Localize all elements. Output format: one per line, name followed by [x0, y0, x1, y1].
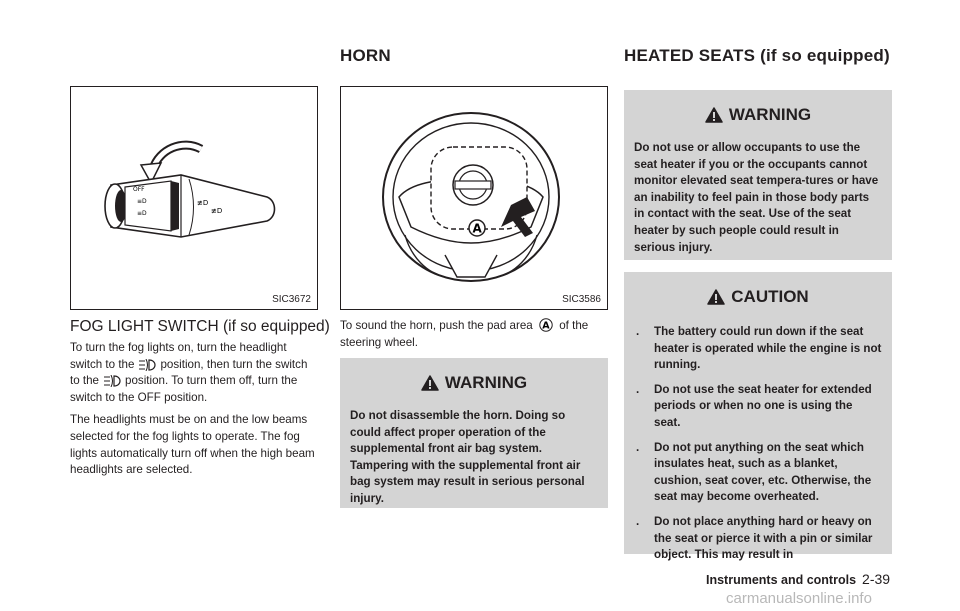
svg-text:≡D: ≡D [137, 210, 147, 217]
caution-item-text: Do not put anything on the seat which insulates heat, such as a blanket, cushion, seat cover, etc. Otherwise, the seat may become overheated. [654, 440, 872, 504]
front-fog-light-icon [137, 359, 157, 371]
heated-seat-warning-box [624, 90, 892, 260]
page-footer [706, 571, 890, 587]
horn-warning-box [340, 358, 608, 508]
horn-figure [340, 86, 608, 310]
horn-section-header: HORN [340, 46, 391, 65]
steering-wheel-illustration [341, 87, 607, 309]
caution-triangle-icon [707, 289, 725, 305]
caution-item-text: Do not use the seat heater for extended periods or when no one is using the seat. [654, 382, 872, 429]
figure-code: SIC3672 [272, 294, 311, 305]
warning-triangle-icon [705, 107, 723, 123]
horn-text-b: of the steering wheel. [340, 319, 589, 349]
heated-seat-caution-box [624, 272, 892, 562]
fog-paragraph-1 [70, 340, 318, 406]
caution-item [634, 514, 882, 564]
bullet: . [636, 514, 640, 528]
warning-triangle-icon [421, 375, 439, 391]
svg-text:≢D: ≢D [211, 207, 223, 215]
fog-text-seg3: position. To turn them off, turn the switch to the OFF position. [70, 374, 298, 404]
callout-a-label: A [472, 221, 482, 236]
footer-section: Instruments and controls [706, 573, 857, 587]
callout-a-inline: A [542, 320, 550, 332]
caution-item-text: The battery could run down if the seat heater is operated while the engine is not running. [654, 325, 882, 372]
warning-header [340, 358, 608, 394]
horn-text-a: To sound the horn, push the pad area [340, 319, 533, 332]
caution-item-text: Do not place anything hard or heavy on the seat or pierce it with a pin or similar object. This may result in [654, 514, 873, 562]
headlight-stalk-illustration [71, 87, 317, 309]
fog-text-seg1: To turn the fog lights on, turn the headlight switch to the [70, 341, 287, 371]
caution-label: CAUTION [731, 287, 809, 306]
svg-text:OFF: OFF [133, 186, 145, 193]
caution-header [624, 272, 892, 308]
callout-a-icon [539, 318, 553, 332]
horn-body [340, 318, 608, 351]
bullet: . [636, 382, 640, 396]
warning-header [624, 90, 892, 126]
page-number: 2-39 [862, 571, 891, 587]
caution-item [634, 382, 882, 432]
svg-text:≢D: ≢D [197, 199, 209, 207]
watermark: carmanualsonline.info [726, 590, 872, 607]
svg-text:≡D: ≡D [137, 198, 147, 205]
caution-body [624, 308, 892, 564]
fog-paragraph-2: The headlights must be on and the low beams selected for the fog lights to operate. The fog lights automatically turn off when the high beam headlights are selected. [70, 413, 315, 477]
warning-label: WARNING [444, 373, 528, 392]
horn-warning-text: Do not disassemble the horn. Doing so could affect proper operation of the supplemental front air bag system. Tampering with the supplemental front air bag system may result in serious personal injury. [350, 409, 585, 505]
caution-list [634, 324, 882, 564]
fog-light-switch-figure [70, 86, 318, 310]
bullet: . [636, 325, 640, 338]
fog-text-seg2: position, then turn the switch to the [70, 357, 308, 388]
fog-light-heading: FOG LIGHT SWITCH (if so equipped) [70, 318, 330, 335]
fog-light-on-icon [102, 375, 122, 387]
bullet: . [636, 440, 640, 454]
caution-item [634, 324, 882, 374]
heated-seats-section-header: HEATED SEATS (if so equipped) [624, 46, 890, 65]
caution-item [634, 440, 882, 506]
fog-light-body [70, 340, 318, 485]
warning-label: WARNING [728, 105, 812, 124]
heated-warning-text: Do not use or allow occupants to use the seat heater if you or the occupants cannot monitor elevated seat tempera-tures or have an inability to feel pain in those body parts in contact with the seat. Use of the seat heater by such people could result in serious injury. [634, 141, 879, 254]
figure-code: SIC3586 [562, 294, 601, 305]
